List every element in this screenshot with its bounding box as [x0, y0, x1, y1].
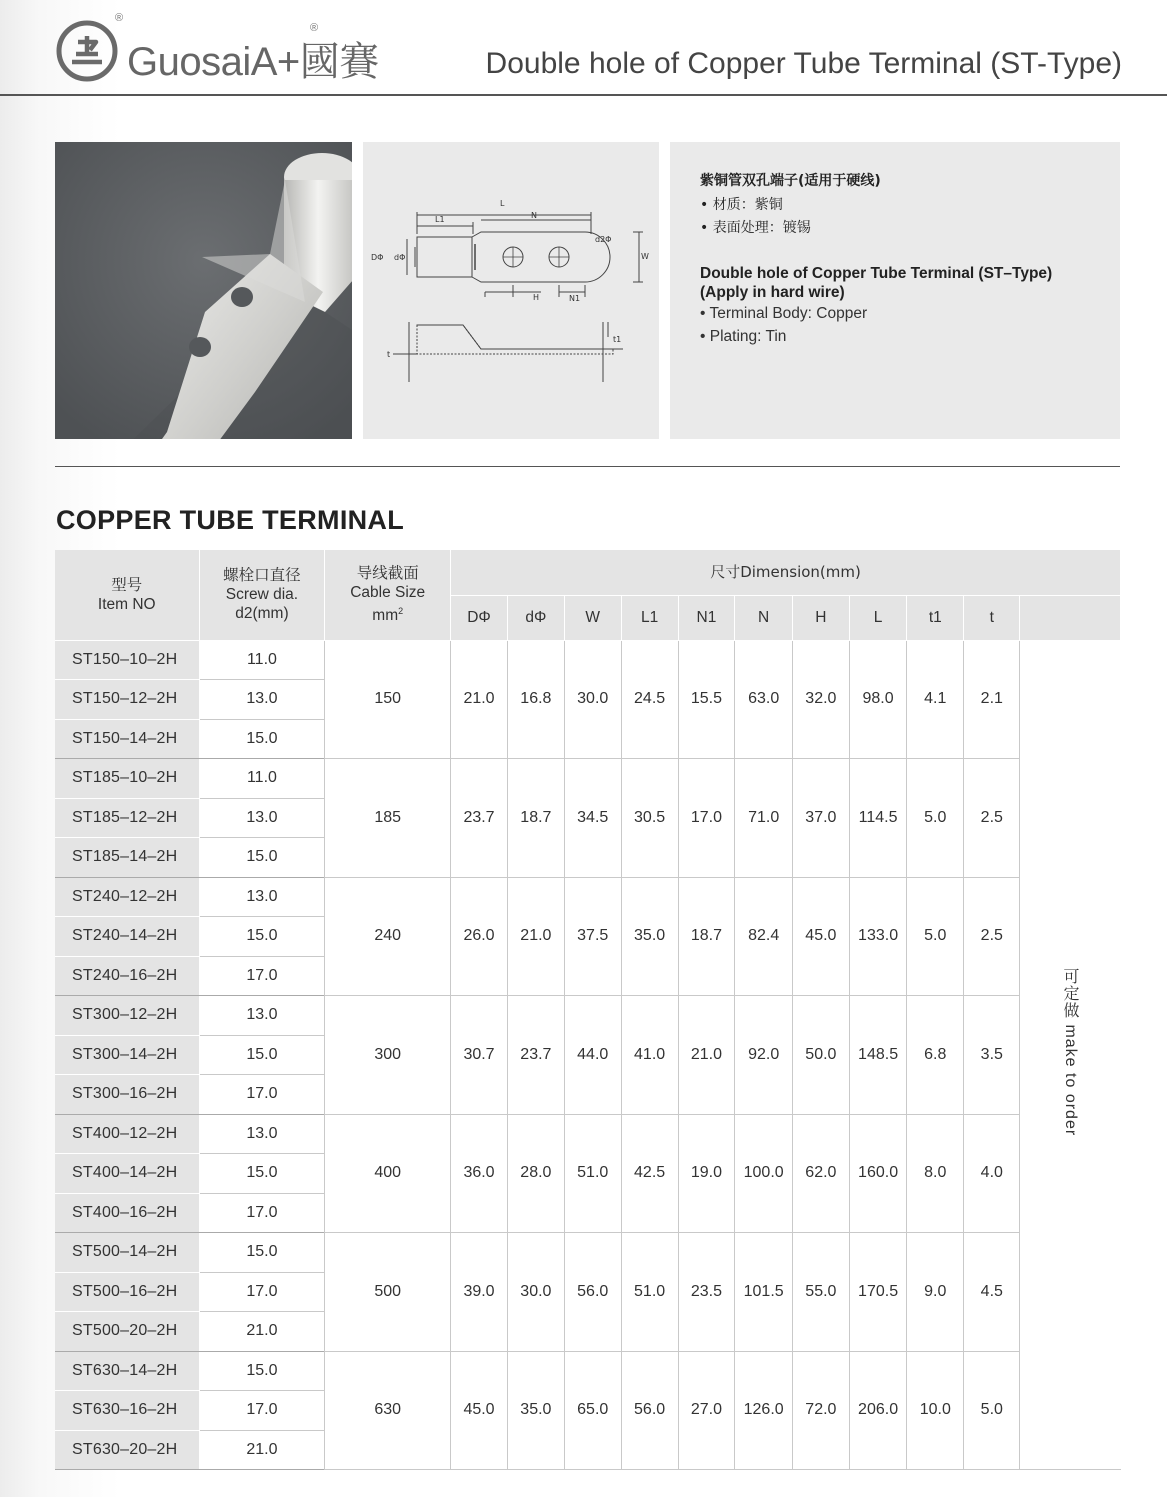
dimension-cell-N: 126.0: [735, 1351, 793, 1470]
dimension-cell-N1: 21.0: [678, 996, 735, 1115]
dimension-cell-L1: 35.0: [621, 877, 678, 996]
svg-text:N: N: [531, 211, 537, 220]
dimension-drawing: [363, 142, 659, 439]
technical-drawing: [363, 142, 659, 439]
header-dimension: [451, 550, 1121, 595]
page-title: Double hole of Copper Tube Terminal (ST-Type): [485, 47, 1122, 80]
header-dim-8: t1: [907, 595, 964, 640]
header-dim-0: DΦ: [451, 595, 508, 640]
screw-dia-cell: 13.0: [199, 680, 325, 720]
dimension-cell-t1: 5.0: [907, 877, 964, 996]
item-no-cell: ST150–10–2H: [55, 640, 199, 680]
item-no-cell: ST500–16–2H: [55, 1272, 199, 1312]
dimension-cell-t: 4.0: [964, 1114, 1020, 1233]
item-no-cell: ST300–14–2H: [55, 1035, 199, 1075]
screw-dia-cell: 15.0: [199, 1035, 325, 1075]
screw-dia-cell: 17.0: [199, 1193, 325, 1233]
header-dim-4: N1: [678, 595, 735, 640]
dimension-cell-W: 51.0: [564, 1114, 621, 1233]
dimension-cell-W: 56.0: [564, 1233, 621, 1352]
dimension-cell-dΦ: 35.0: [507, 1351, 564, 1470]
header-cable-cn: 导线截面: [356, 564, 419, 583]
item-no-cell: ST240–12–2H: [55, 877, 199, 917]
screw-dia-cell: 13.0: [199, 1114, 325, 1154]
svg-text:dΦ: dΦ: [394, 253, 406, 262]
dimension-cell-N1: 15.5: [678, 640, 735, 759]
cable-size-cell: 400: [325, 1114, 451, 1233]
screw-dia-cell: 13.0: [199, 996, 325, 1036]
header-item: [55, 550, 199, 640]
header-cable-unit-sup: 2: [398, 606, 404, 617]
header-dim-6: H: [792, 595, 849, 640]
item-no-cell: ST300–12–2H: [55, 996, 199, 1036]
svg-text:W: W: [641, 252, 649, 261]
header-cable-unit-text: mm: [372, 607, 399, 625]
dimension-cell-t1: 6.8: [907, 996, 964, 1115]
item-no-cell: ST500–14–2H: [55, 1233, 199, 1273]
dimension-cell-W: 37.5: [564, 877, 621, 996]
dimension-cell-t: 2.5: [964, 759, 1020, 878]
dimension-cell-W: 65.0: [564, 1351, 621, 1470]
header-dim-1: dΦ: [507, 595, 564, 640]
cable-size-cell: 500: [325, 1233, 451, 1352]
item-no-cell: ST400–12–2H: [55, 1114, 199, 1154]
dimension-cell-L1: 56.0: [621, 1351, 678, 1470]
section-title: COPPER TUBE TERMINAL: [56, 505, 405, 535]
product-photo: [55, 142, 352, 439]
header-dim-2: W: [564, 595, 621, 640]
dimension-cell-W: 44.0: [564, 996, 621, 1115]
dimension-cell-t1: 8.0: [907, 1114, 964, 1233]
dimension-cell-DΦ: 21.0: [451, 640, 508, 759]
dimension-cell-dΦ: 30.0: [507, 1233, 564, 1352]
svg-text:N1: N1: [569, 294, 581, 303]
dimension-cell-t: 4.5: [964, 1233, 1020, 1352]
screw-dia-cell: 21.0: [199, 1312, 325, 1352]
header-dim-3: L1: [621, 595, 678, 640]
dimension-cell-DΦ: 39.0: [451, 1233, 508, 1352]
dimension-cell-H: 50.0: [792, 996, 849, 1115]
dimension-cell-L: 98.0: [849, 640, 907, 759]
registered-mark-2: ®: [310, 22, 319, 34]
dimension-cell-dΦ: 16.8: [507, 640, 564, 759]
header-item-cn: 型号: [111, 575, 143, 594]
svg-text:H: H: [533, 293, 540, 302]
screw-dia-cell: 15.0: [199, 1351, 325, 1391]
table-row: [55, 877, 1121, 917]
screw-dia-cell: 21.0: [199, 1430, 325, 1470]
dimension-cell-t: 2.5: [964, 877, 1020, 996]
dimension-cell-N: 82.4: [735, 877, 793, 996]
cable-size-cell: 630: [325, 1351, 451, 1470]
dimension-cell-t1: 9.0: [907, 1233, 964, 1352]
dimension-cell-L1: 42.5: [621, 1114, 678, 1233]
dimension-cell-N1: 18.7: [678, 877, 735, 996]
registered-mark: ®: [115, 12, 124, 24]
dimension-cell-L: 160.0: [849, 1114, 907, 1233]
dimension-cell-L1: 30.5: [621, 759, 678, 878]
dimension-cell-N1: 27.0: [678, 1351, 735, 1470]
description-material-cn: • 材质：紫铜: [700, 197, 783, 213]
dimension-cell-N: 100.0: [735, 1114, 793, 1233]
dimension-cell-t1: 5.0: [907, 759, 964, 878]
make-to-order-note: [1020, 640, 1121, 1470]
item-no-cell: ST240–14–2H: [55, 917, 199, 957]
screw-dia-cell: 15.0: [199, 1154, 325, 1194]
header-screw-en2: d2(mm): [235, 605, 289, 623]
make-to-order-en: make to order: [1061, 1024, 1079, 1137]
dimension-cell-t1: 4.1: [907, 640, 964, 759]
item-no-cell: ST185–10–2H: [55, 759, 199, 799]
table-row: [55, 1114, 1121, 1154]
dimension-cell-t1: 10.0: [907, 1351, 964, 1470]
page-header: [0, 0, 1167, 96]
svg-text:DΦ: DΦ: [371, 253, 384, 262]
description-plating-cn: • 表面处理：镀锡: [700, 220, 811, 236]
header-cable: [325, 550, 451, 640]
svg-text:L1: L1: [435, 215, 445, 224]
header-cable-en1: Cable Size: [350, 584, 426, 602]
svg-text:d2Φ: d2Φ: [595, 235, 612, 244]
make-to-order-text: [1059, 968, 1082, 1136]
section-divider: [55, 466, 1120, 467]
svg-text:L: L: [500, 199, 505, 208]
dimension-cell-DΦ: 23.7: [451, 759, 508, 878]
item-no-cell: ST185–12–2H: [55, 798, 199, 838]
dimension-cell-L: 170.5: [849, 1233, 907, 1352]
header-cable-unit: [325, 602, 450, 625]
dimension-cell-t: 3.5: [964, 996, 1020, 1115]
screw-dia-cell: 15.0: [199, 838, 325, 878]
dimension-cell-t: 5.0: [964, 1351, 1020, 1470]
dimension-cell-t: 2.1: [964, 640, 1020, 759]
table-row: [55, 759, 1121, 799]
screw-dia-cell: 13.0: [199, 877, 325, 917]
dimension-cell-DΦ: 30.7: [451, 996, 508, 1115]
item-no-cell: ST400–14–2H: [55, 1154, 199, 1194]
dimension-cell-L: 133.0: [849, 877, 907, 996]
item-no-cell: ST400–16–2H: [55, 1193, 199, 1233]
dimension-cell-L1: 24.5: [621, 640, 678, 759]
item-no-cell: ST630–20–2H: [55, 1430, 199, 1470]
description-title-en-line1: Double hole of Copper Tube Terminal (ST–Type): [700, 265, 1053, 282]
screw-dia-cell: 15.0: [199, 917, 325, 957]
cable-size-cell: 185: [325, 759, 451, 878]
brand-logo-icon: [56, 20, 118, 82]
screw-dia-cell: 15.0: [199, 1233, 325, 1273]
screw-dia-cell: 11.0: [199, 759, 325, 799]
item-no-cell: ST150–12–2H: [55, 680, 199, 720]
table-row: [55, 640, 1121, 680]
header-note-blank: [1020, 595, 1121, 640]
screw-dia-cell: 13.0: [199, 798, 325, 838]
dimension-cell-L: 206.0: [849, 1351, 907, 1470]
dimension-cell-L1: 41.0: [621, 996, 678, 1115]
dimension-cell-N: 101.5: [735, 1233, 793, 1352]
dimension-cell-W: 30.0: [564, 640, 621, 759]
screw-dia-cell: 11.0: [199, 640, 325, 680]
svg-text:t1: t1: [613, 335, 622, 344]
header-dim-5: N: [735, 595, 793, 640]
dimension-cell-DΦ: 36.0: [451, 1114, 508, 1233]
dimension-cell-N: 92.0: [735, 996, 793, 1115]
description-title-en-line2: (Apply in hard wire): [700, 284, 845, 301]
dimension-cell-L: 114.5: [849, 759, 907, 878]
dimension-cell-H: 37.0: [792, 759, 849, 878]
item-no-cell: ST150–14–2H: [55, 719, 199, 759]
dimension-cell-dΦ: 23.7: [507, 996, 564, 1115]
dimension-cell-H: 32.0: [792, 640, 849, 759]
dimension-cell-dΦ: 21.0: [507, 877, 564, 996]
dimension-cell-H: 72.0: [792, 1351, 849, 1470]
item-no-cell: ST240–16–2H: [55, 956, 199, 996]
item-no-cell: ST630–16–2H: [55, 1391, 199, 1431]
table-row: [55, 996, 1121, 1036]
header-dimension-label: 尺寸Dimension(mm): [710, 562, 861, 581]
cable-size-cell: 240: [325, 877, 451, 996]
svg-text:t: t: [387, 350, 391, 359]
description-title-en: [700, 264, 1120, 302]
dimension-cell-DΦ: 26.0: [451, 877, 508, 996]
description-material-en: • Terminal Body: Copper: [700, 305, 868, 322]
item-no-cell: ST300–16–2H: [55, 1075, 199, 1115]
table-row: [55, 1351, 1121, 1391]
screw-dia-cell: 17.0: [199, 1391, 325, 1431]
cable-size-cell: 150: [325, 640, 451, 759]
dimension-cell-H: 55.0: [792, 1233, 849, 1352]
screw-dia-cell: 15.0: [199, 719, 325, 759]
brand-name: GuosaiA+國賽: [127, 40, 379, 84]
screw-dia-cell: 17.0: [199, 1075, 325, 1115]
item-no-cell: ST500–20–2H: [55, 1312, 199, 1352]
header-dim-7: L: [849, 595, 907, 640]
description-title-cn: 紫铜管双孔端子(适用于硬线): [700, 173, 881, 189]
description-plating-en: • Plating: Tin: [700, 328, 787, 345]
item-no-cell: ST630–14–2H: [55, 1351, 199, 1391]
header-dim-9: t: [964, 595, 1020, 640]
dimension-cell-dΦ: 28.0: [507, 1114, 564, 1233]
header-screw-en1: Screw dia.: [225, 586, 299, 604]
screw-dia-cell: 17.0: [199, 956, 325, 996]
dimension-cell-W: 34.5: [564, 759, 621, 878]
dimension-cell-H: 45.0: [792, 877, 849, 996]
dimension-cell-DΦ: 45.0: [451, 1351, 508, 1470]
dimension-cell-L1: 51.0: [621, 1233, 678, 1352]
item-no-cell: ST185–14–2H: [55, 838, 199, 878]
dimension-cell-N: 63.0: [735, 640, 793, 759]
cable-size-cell: 300: [325, 996, 451, 1115]
dimension-cell-N1: 23.5: [678, 1233, 735, 1352]
dimension-cell-H: 62.0: [792, 1114, 849, 1233]
dimension-cell-N: 71.0: [735, 759, 793, 878]
make-to-order-cn: 可定做: [1060, 968, 1080, 1020]
table-row: [55, 1233, 1121, 1273]
dimension-cell-dΦ: 18.7: [507, 759, 564, 878]
spec-table: [55, 550, 1121, 1470]
screw-dia-cell: 17.0: [199, 1272, 325, 1312]
product-description: [670, 142, 1120, 439]
dimension-cell-N1: 17.0: [678, 759, 735, 878]
header-screw-cn: 螺栓口直径: [223, 566, 301, 585]
header-screw: [199, 550, 325, 640]
dimension-cell-N1: 19.0: [678, 1114, 735, 1233]
terminal-photo-image: [55, 142, 352, 439]
header-item-en: Item NO: [97, 595, 156, 613]
dimension-cell-L: 148.5: [849, 996, 907, 1115]
